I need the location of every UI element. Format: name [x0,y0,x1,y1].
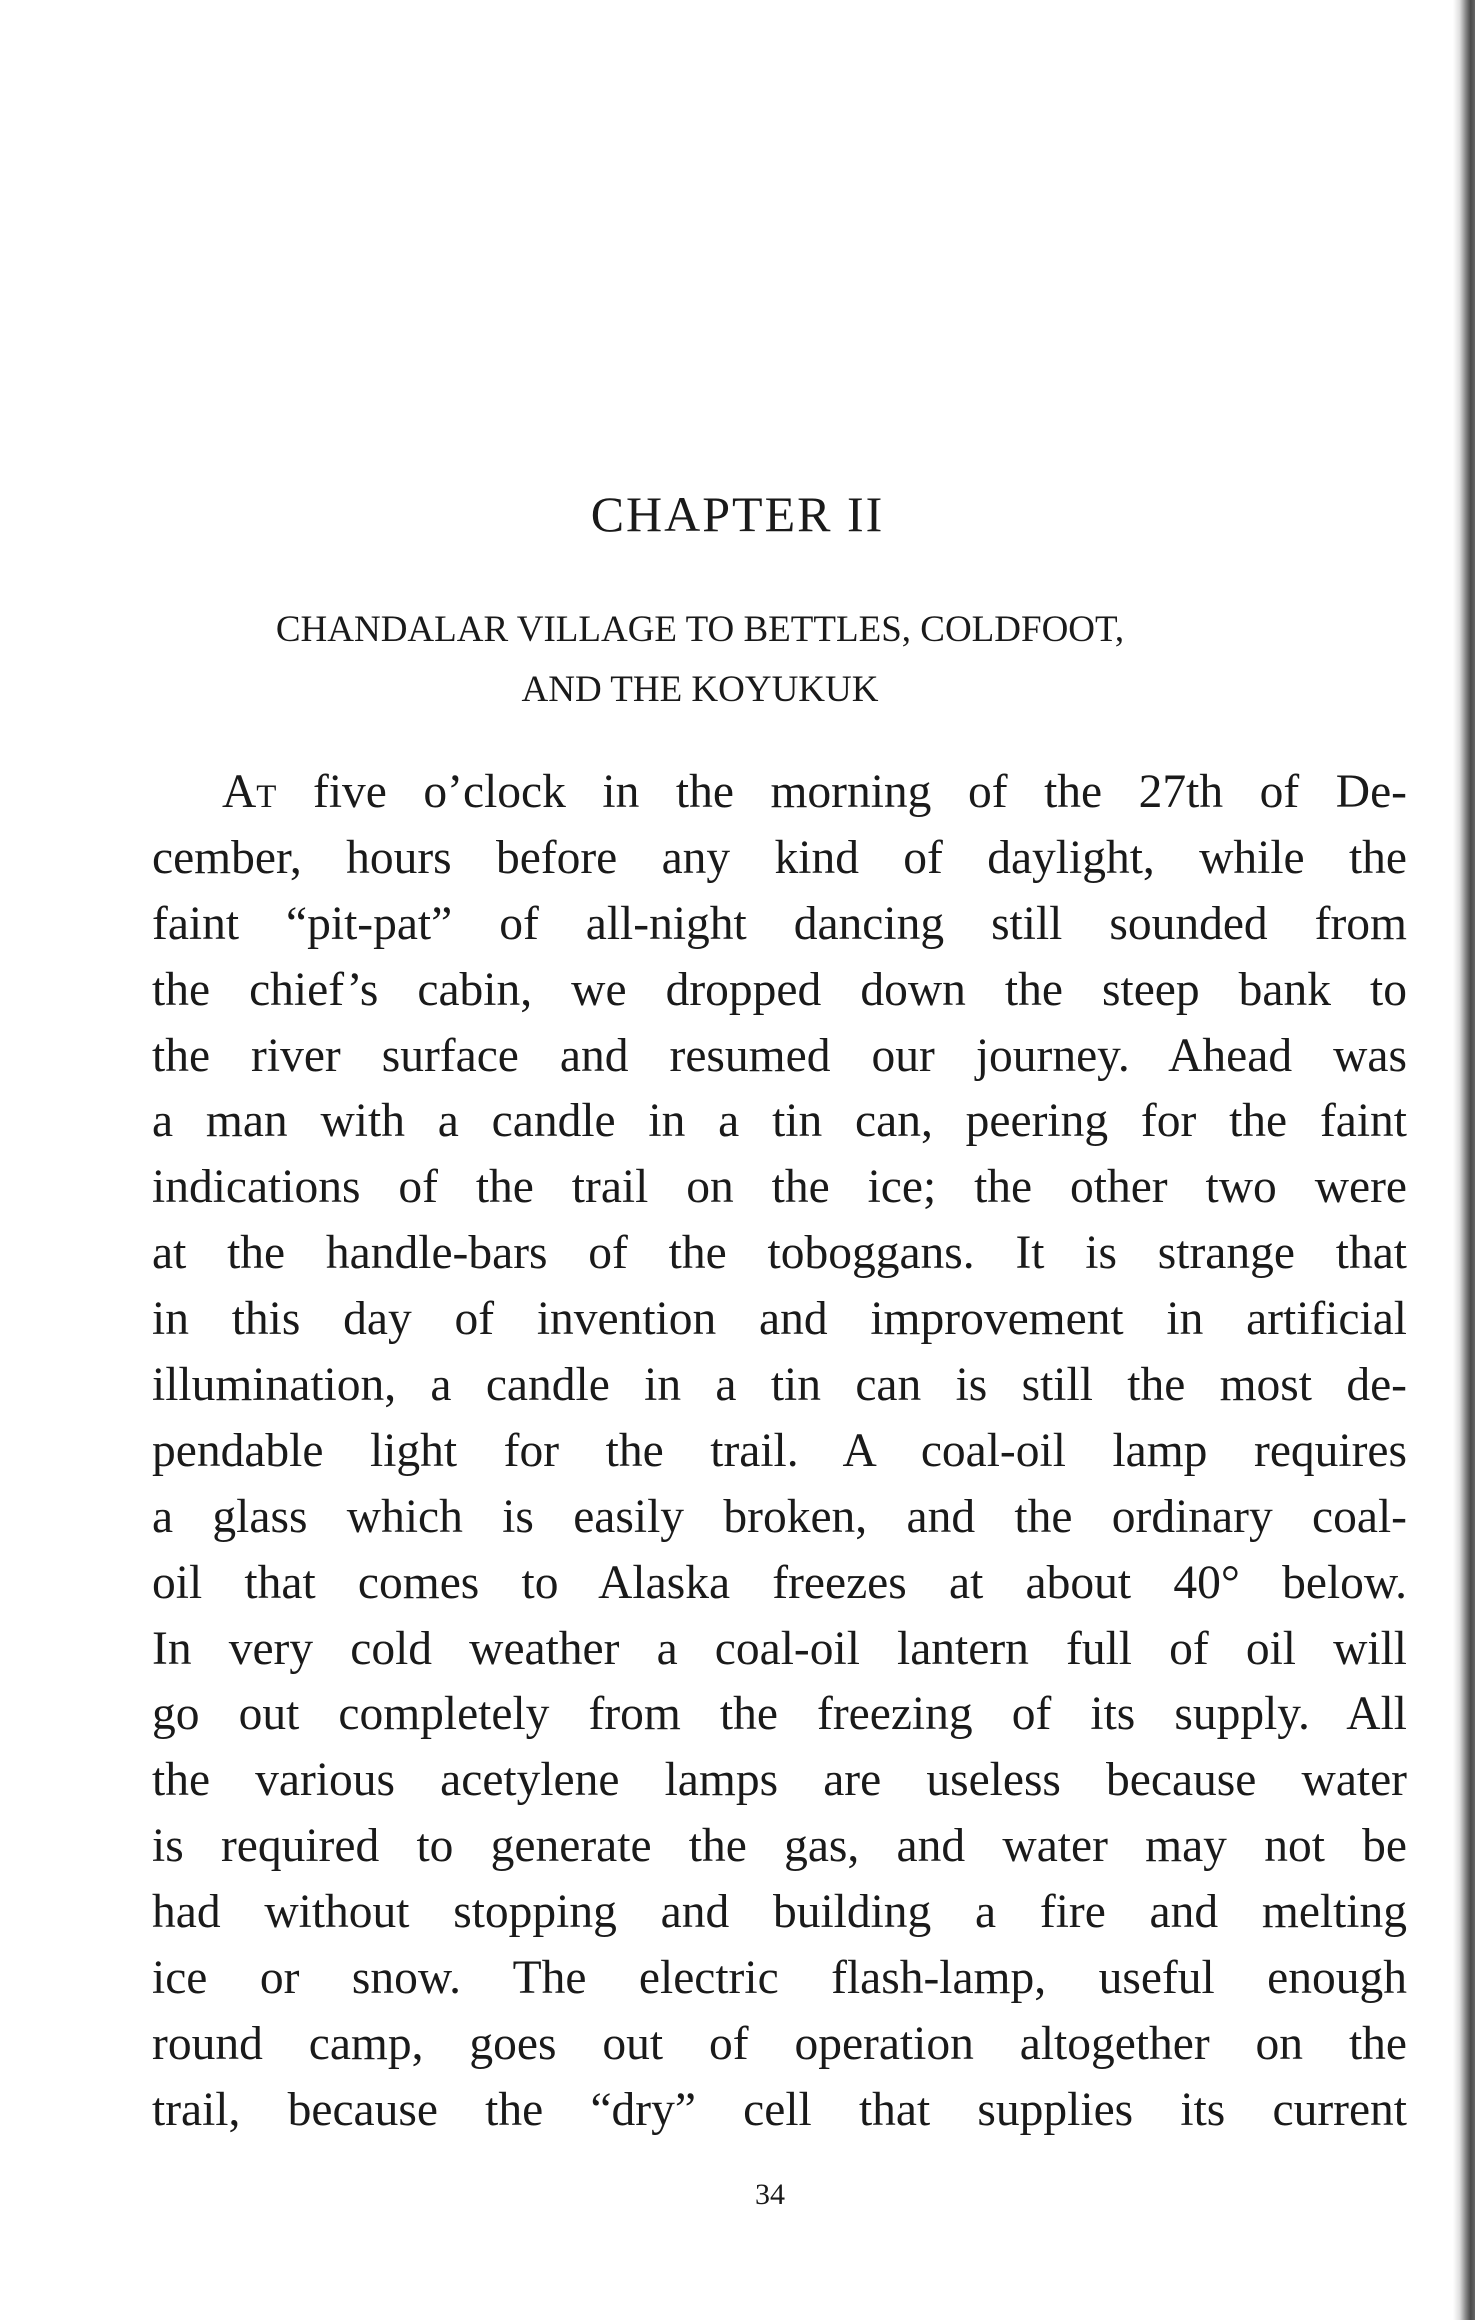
text-line: the river surface and resumed our journey. Ahead was [152,1029,1407,1082]
text-line: pendable light for the trail. A coal-oil lamp requires [152,1424,1407,1477]
text-line: indications of the trail on the ice; the other two were [152,1161,1407,1214]
text-line: at the handle-bars of the toboggans. It is strange that [152,1227,1407,1280]
subtitle-line: AND THE KOYUKUK [521,669,879,710]
subtitle-line: CHANDALAR VILLAGE TO BETTLES, COLDFOOT, [275,609,1125,650]
first-line-rest: five o’clock in the morning of the 27th of De- [276,766,1407,818]
text-line: cember, hours before any kind of daylight, while the [152,831,1407,884]
text-line: had without stopping and building a fire and melting [152,1886,1407,1939]
body-paragraph [152,760,1407,2144]
text-line: faint “pit-pat” of all-night dancing still sounded from [152,897,1407,950]
opening-word: At [222,766,277,818]
chapter-subtitle [150,600,1250,720]
text-line: is required to generate the gas, and water may not be [152,1820,1407,1873]
text-line [152,760,1407,826]
text-line: in this day of invention and improvement in artificial [152,1293,1407,1346]
text-line: the chief’s cabin, we dropped down the steep bank to [152,963,1407,1016]
text-line: round camp, goes out of operation altogether on the [152,2017,1407,2070]
text-line: In very cold weather a coal-oil lantern full of oil will [152,1622,1407,1675]
page-edge-shadow [1453,0,1475,2320]
chapter-title: CHAPTER II [590,486,885,542]
text-line: a glass which is easily broken, and the ordinary coal- [152,1490,1407,1543]
page-number: 34 [755,2178,785,2211]
text-line: ice or snow. The electric flash-lamp, useful enough [152,1952,1407,2005]
text-line: a man with a candle in a tin can, peering for the faint [152,1095,1407,1148]
text-line: illumination, a candle in a tin can is still the most de- [152,1359,1407,1412]
text-line: the various acetylene lamps are useless because water [152,1754,1407,1807]
text-line: oil that comes to Alaska freezes at about 40° below. [152,1556,1407,1609]
text-line: trail, because the “dry” cell that supplies its current [152,2083,1407,2136]
text-line: go out completely from the freezing of its supply. All [152,1688,1407,1741]
